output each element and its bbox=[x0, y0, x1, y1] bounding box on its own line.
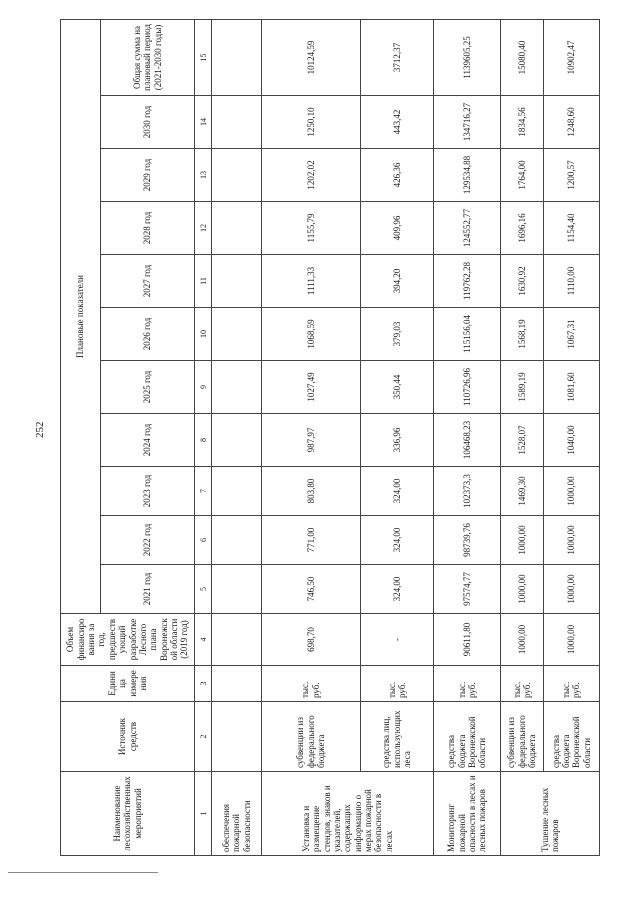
column-number: 4 bbox=[195, 614, 212, 666]
year-value-cell: 1469,30 bbox=[500, 467, 543, 516]
volume-cell: 90611,80 bbox=[434, 614, 501, 666]
total-cell: 3712,37 bbox=[360, 19, 433, 95]
year-value-cell: 771,00 bbox=[261, 516, 360, 565]
unit-cell: тыс. руб. bbox=[434, 666, 501, 702]
year-value-cell: 98739,76 bbox=[434, 516, 501, 565]
header-name: Наименование лесохозяйственных мероприятий bbox=[61, 772, 195, 856]
year-value-cell: 106468,23 bbox=[434, 414, 501, 467]
header-year: 2030 год bbox=[101, 96, 195, 149]
year-value-cell: 1000,00 bbox=[543, 565, 599, 614]
year-value-cell: 97574,77 bbox=[434, 565, 501, 614]
column-numbers-row bbox=[195, 19, 212, 855]
header-planned: Плановые показатели bbox=[61, 19, 101, 613]
year-value-cell bbox=[212, 414, 262, 467]
year-value-cell: 1568,19 bbox=[500, 308, 543, 361]
table-row bbox=[434, 19, 501, 855]
column-number: 12 bbox=[195, 202, 212, 255]
source-cell: средства бюджета Воронежской области bbox=[434, 702, 501, 772]
volume-cell: 698,70 bbox=[261, 614, 360, 666]
activity-name-cell: Установка и размещение стендов, знаков и указателей, содержащих информацию о мерах пожарной безопасности в лесах bbox=[261, 772, 433, 856]
year-value-cell: 324,00 bbox=[360, 516, 433, 565]
column-number: 13 bbox=[195, 149, 212, 202]
total-cell: 10124,59 bbox=[261, 19, 360, 95]
table-row bbox=[212, 19, 262, 855]
unit-cell: тыс. руб. bbox=[543, 666, 599, 702]
column-number: 5 bbox=[195, 565, 212, 614]
year-value-cell: 987,97 bbox=[261, 414, 360, 467]
year-value-cell bbox=[212, 96, 262, 149]
source-cell: субвенции из федерального бюджета bbox=[261, 702, 360, 772]
table-row bbox=[543, 19, 599, 855]
column-number: 7 bbox=[195, 467, 212, 516]
forestry-plan-table bbox=[60, 19, 600, 856]
year-value-cell: 1696,16 bbox=[500, 202, 543, 255]
year-value-cell bbox=[212, 467, 262, 516]
header-year: 2028 год bbox=[101, 202, 195, 255]
year-value-cell bbox=[212, 516, 262, 565]
year-value-cell: 426,36 bbox=[360, 149, 433, 202]
activity-name-cell: Мониторинг пожарной опасности в лесах и лесных пожаров bbox=[434, 772, 501, 856]
year-value-cell: 124552,77 bbox=[434, 202, 501, 255]
year-value-cell: 1589,19 bbox=[500, 361, 543, 414]
header-year: 2027 год bbox=[101, 255, 195, 308]
total-cell: 1139605,25 bbox=[434, 19, 501, 95]
year-value-cell: 110726,96 bbox=[434, 361, 501, 414]
total-cell bbox=[212, 19, 262, 95]
header-source: Источник средств bbox=[61, 702, 195, 772]
year-value-cell bbox=[212, 202, 262, 255]
column-number: 2 bbox=[195, 702, 212, 772]
year-value-cell: 1202,02 bbox=[261, 149, 360, 202]
year-value-cell: 1000,00 bbox=[500, 516, 543, 565]
year-value-cell: 1067,31 bbox=[543, 308, 599, 361]
header-volume: Объем финансирования за год, предшествующий разработке Лесного плана Воронежской области (2019 год) bbox=[61, 614, 195, 666]
year-value-cell: 1000,00 bbox=[500, 565, 543, 614]
page-number: 252 bbox=[34, 421, 46, 438]
header-total: Общая сумма на плановый период (2021-2030 годы) bbox=[101, 19, 195, 95]
year-value-cell: 1000,00 bbox=[543, 467, 599, 516]
year-value-cell: 1110,00 bbox=[543, 255, 599, 308]
column-number: 3 bbox=[195, 666, 212, 702]
source-cell: средства лиц, использующих леса bbox=[360, 702, 433, 772]
header-year: 2022 год bbox=[101, 516, 195, 565]
year-value-cell: 129534,88 bbox=[434, 149, 501, 202]
year-value-cell: 1155,79 bbox=[261, 202, 360, 255]
unit-cell: тыс. руб. bbox=[261, 666, 360, 702]
total-cell: 15080,40 bbox=[500, 19, 543, 95]
volume-cell bbox=[212, 614, 262, 666]
year-value-cell: 1834,56 bbox=[500, 96, 543, 149]
source-cell: субвенции из федерального бюджета bbox=[500, 702, 543, 772]
column-number: 10 bbox=[195, 308, 212, 361]
total-cell: 10902,47 bbox=[543, 19, 599, 95]
year-value-cell bbox=[212, 308, 262, 361]
year-value-cell bbox=[212, 255, 262, 308]
source-cell: средства бюджета Воронежской области bbox=[543, 702, 599, 772]
year-value-cell: 1200,57 bbox=[543, 149, 599, 202]
unit-cell: тыс. руб. bbox=[360, 666, 433, 702]
year-value-cell: 336,96 bbox=[360, 414, 433, 467]
year-value-cell bbox=[212, 565, 262, 614]
year-value-cell: 394,20 bbox=[360, 255, 433, 308]
year-value-cell: 1250,10 bbox=[261, 96, 360, 149]
column-number: 14 bbox=[195, 96, 212, 149]
unit-cell: тыс. руб. bbox=[500, 666, 543, 702]
column-number: 9 bbox=[195, 361, 212, 414]
column-number: 6 bbox=[195, 516, 212, 565]
column-number: 1 bbox=[195, 772, 212, 856]
year-value-cell: 443,42 bbox=[360, 96, 433, 149]
column-number: 8 bbox=[195, 414, 212, 467]
table-row bbox=[500, 19, 543, 855]
year-value-cell: 1154,40 bbox=[543, 202, 599, 255]
header-year: 2026 год bbox=[101, 308, 195, 361]
year-value-cell: 134716,27 bbox=[434, 96, 501, 149]
year-value-cell: 409,96 bbox=[360, 202, 433, 255]
year-value-cell: 1528,07 bbox=[500, 414, 543, 467]
year-value-cell bbox=[212, 149, 262, 202]
activity-name-cell: обеспечения пожарной безопасности bbox=[212, 772, 262, 856]
volume-cell: - bbox=[360, 614, 433, 666]
year-value-cell: 379,03 bbox=[360, 308, 433, 361]
year-value-cell: 746,50 bbox=[261, 565, 360, 614]
year-value-cell: 1111,33 bbox=[261, 255, 360, 308]
year-value-cell: 1000,00 bbox=[543, 516, 599, 565]
source-cell bbox=[212, 702, 262, 772]
header-year: 2021 год bbox=[101, 565, 195, 614]
volume-cell: 1000,00 bbox=[543, 614, 599, 666]
year-value-cell: 350,44 bbox=[360, 361, 433, 414]
header-year: 2024 год bbox=[101, 414, 195, 467]
year-value-cell bbox=[212, 361, 262, 414]
table-row bbox=[261, 19, 360, 855]
header-year: 2025 год bbox=[101, 361, 195, 414]
header-unit: Единица измерения bbox=[61, 666, 195, 702]
year-value-cell: 1081,60 bbox=[543, 361, 599, 414]
table-row bbox=[360, 19, 433, 855]
year-value-cell: 803,80 bbox=[261, 467, 360, 516]
year-value-cell: 1068,59 bbox=[261, 308, 360, 361]
year-value-cell: 119762,28 bbox=[434, 255, 501, 308]
rotated-table-container bbox=[60, 20, 600, 856]
header-year: 2023 год bbox=[101, 467, 195, 516]
footer-rule bbox=[8, 872, 158, 873]
column-number: 15 bbox=[195, 19, 212, 95]
year-value-cell: 115156,04 bbox=[434, 308, 501, 361]
year-value-cell: 1040,00 bbox=[543, 414, 599, 467]
year-value-cell: 1027,49 bbox=[261, 361, 360, 414]
year-value-cell: 1764,00 bbox=[500, 149, 543, 202]
unit-cell bbox=[212, 666, 262, 702]
year-value-cell: 102373,3 bbox=[434, 467, 501, 516]
activity-name-cell: Тушение лесных пожаров bbox=[500, 772, 599, 856]
year-value-cell: 1248,60 bbox=[543, 96, 599, 149]
volume-cell: 1000,00 bbox=[500, 614, 543, 666]
year-value-cell: 324,00 bbox=[360, 565, 433, 614]
year-value-cell: 324,00 bbox=[360, 467, 433, 516]
header-year: 2029 год bbox=[101, 149, 195, 202]
year-value-cell: 1630,92 bbox=[500, 255, 543, 308]
column-number: 11 bbox=[195, 255, 212, 308]
